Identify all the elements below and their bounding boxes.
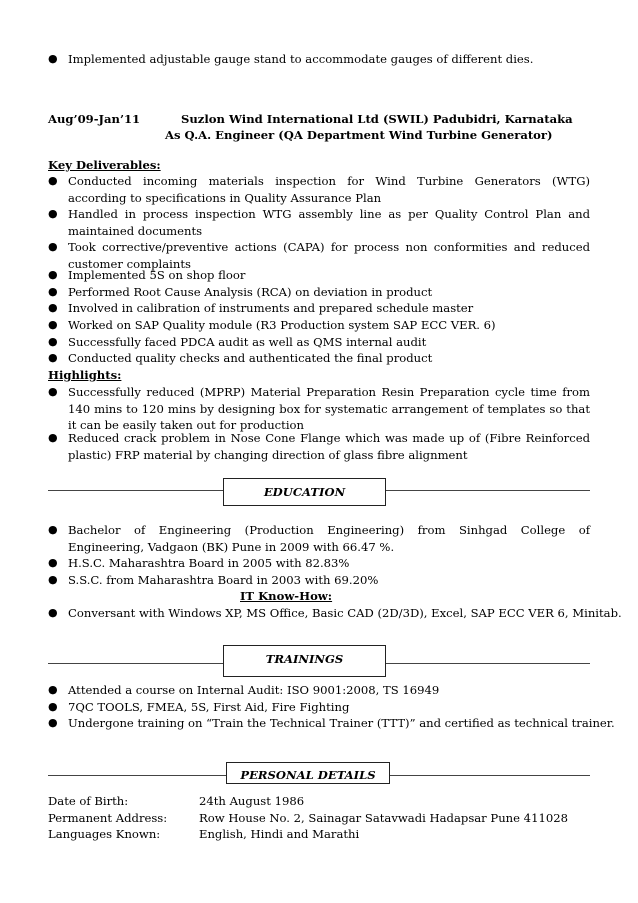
divider bbox=[385, 663, 590, 664]
list-item bbox=[48, 51, 590, 68]
list-item: ● Conducted quality checks and authenticated the final product bbox=[48, 351, 433, 365]
divider bbox=[48, 663, 223, 664]
list-item: ● Conducted incoming materials inspection for Wind Turbine Generators (WTG) according to specifications in Quality Assurance Plan bbox=[48, 174, 590, 205]
experience-period: Aug’09-Jan’11 bbox=[48, 112, 141, 126]
bullet-icon: ● bbox=[48, 52, 58, 65]
bullet-icon: ● bbox=[48, 301, 58, 314]
bullet-icon: ● bbox=[48, 573, 58, 586]
bullet-icon: ● bbox=[48, 351, 58, 364]
bullet-icon: ● bbox=[48, 700, 58, 713]
personal-section-title: PERSONAL DETAILS bbox=[226, 762, 390, 784]
list-item: ● Conversant with Windows XP, MS Office, Basic CAD (2D/3D), Excel, SAP ECC VER 6, Minitab. bbox=[48, 606, 622, 620]
bullet-icon: ● bbox=[48, 523, 58, 536]
bullet-icon: ● bbox=[48, 268, 58, 281]
list-item: ● 7QC TOOLS, FMEA, 5S, First Aid, Fire Fighting bbox=[48, 700, 350, 714]
list-item: ● Involved in calibration of instruments and prepared schedule master bbox=[48, 301, 474, 315]
it-heading: IT Know-How: bbox=[240, 589, 333, 603]
divider bbox=[48, 490, 223, 491]
bullet-icon: ● bbox=[48, 606, 58, 619]
list-item: ● Bachelor of Engineering (Production Engineering) from Sinhgad College of Engineering, Vadgaon (BK) Pune in 2009 with 66.47 %. bbox=[48, 523, 590, 554]
list-item: ● Worked on SAP Quality module (R3 Production system SAP ECC VER. 6) bbox=[48, 318, 496, 332]
trainings-section-title: TRAININGS bbox=[223, 645, 386, 677]
list-item: ● Undergone training on “Train the Technical Trainer (TTT)” and certified as technical trainer. bbox=[48, 716, 615, 730]
list-item: ● Reduced crack problem in Nose Cone Flange which was made up of (Fibre Reinforced plastic) FRP material by changing direction of glass fibre alignment bbox=[48, 431, 590, 462]
list-item: ● Took corrective/preventive actions (CAPA) for process non conformities and reduced customer complaints bbox=[48, 240, 590, 271]
bullet-text: Implemented adjustable gauge stand to accommodate gauges of different dies. bbox=[68, 52, 534, 66]
list-item: ● Handled in process inspection WTG assembly line as per Quality Control Plan and maintained documents bbox=[48, 207, 590, 238]
bullet-icon: ● bbox=[48, 556, 58, 569]
divider bbox=[385, 490, 590, 491]
list-item: ● Successfully faced PDCA audit as well as QMS internal audit bbox=[48, 335, 427, 349]
bullet-icon: ● bbox=[48, 335, 58, 348]
list-item: ● Successfully reduced (MPRP) Material Preparation Resin Preparation cycle time from 140 mins to 120 mins by designing box for systematic arrangement of templates so that it can be easily taken out for production bbox=[48, 385, 590, 433]
resume-page: ● Implemented adjustable gauge stand to accommodate gauges of different dies. Aug’09-Jan’11 Suzlon Wind International Ltd (SWIL) Padubidri, Karnataka As Q.A. Engineer (QA Department Wind Turbine Generator) Key Deliverables: ● Conducted incoming materials inspection for Wind Turbine Generators (WTG) according to specifications in Quality Assurance Plan ● Handled in process inspection WTG assembly line as per Quality Control Plan and maintained documents ● Took corrective/preventive actions (CAPA) for process non conformities and reduced customer complaints ● Implemented 5S on shop floor ● Performed Root Cause Analysis (RCA) on deviation in product ● Involved in calibration of instruments and prepared schedule master ● Worked on SAP Quality module (R3 Production system SAP ECC VER. 6) ● Successfully faced PDCA audit as well as QMS internal audit ● Conducted quality checks and authenticated the final product Highlights: ● Successfully reduced (MPRP) Material Preparation Resin Preparation cycle time from 140 mins to 120 mins by designing box for systematic arrangement of templates so that it can be easily taken out for production ● Reduced crack problem in Nose Cone Flange which was made up of (Fibre Reinforced plastic) FRP material by changing direction of glass fibre alignment EDUCATION ● Bachelor of Engineering (Production Engineering) from Sinhgad College of Engineering, Vadgaon (BK) Pune in 2009 with 66.47 %. ● H.S.C. Maharashtra Board in 2005 with 82.83% ● S.S.C. from Maharashtra Board in 2003 with 69.20% IT Know-How: ● Conversant with Windows XP, MS Office, Basic CAD (2D/3D), Excel, SAP ECC VER 6, Minitab. TRAININGS ● Attended a course on Internal Audit: ISO 9001:2008, TS 16949 ● 7QC TOOLS, FMEA, 5S, First Aid, Fire Fighting ● Undergone training on “Train the Technical Trainer (TTT)” and certified as technical trainer. PERSONAL DETAILS Date of Birth: 24th August 1986 Permanent Address: Row House No. 2, Sainagar Satavwadi Hadapsar Pune 411028 Languages Known: English, Hindi and Marathi bbox=[48, 52, 622, 841]
company-name: Suzlon Wind International Ltd (SWIL) Padubidri, Karnataka bbox=[181, 112, 573, 126]
divider bbox=[389, 775, 590, 776]
bullet-icon: ● bbox=[48, 431, 58, 444]
list-item: ● Implemented 5S on shop floor bbox=[48, 268, 246, 282]
list-item: ● S.S.C. from Maharashtra Board in 2003 with 69.20% bbox=[48, 573, 379, 587]
bullet-icon: ● bbox=[48, 240, 58, 253]
job-role: As Q.A. Engineer (QA Department Wind Turbine Generator) bbox=[165, 128, 553, 142]
bullet-icon: ● bbox=[48, 174, 58, 187]
deliverables-heading: Key Deliverables: bbox=[48, 158, 161, 172]
list-item: ● H.S.C. Maharashtra Board in 2005 with 82.83% bbox=[48, 556, 350, 570]
bullet-icon: ● bbox=[48, 385, 58, 398]
list-item: ● Attended a course on Internal Audit: ISO 9001:2008, TS 16949 bbox=[48, 683, 440, 697]
bullet-icon: ● bbox=[48, 716, 58, 729]
divider bbox=[48, 775, 226, 776]
bullet-icon: ● bbox=[48, 318, 58, 331]
bullet-icon: ● bbox=[48, 207, 58, 220]
education-section-title: EDUCATION bbox=[223, 478, 386, 506]
highlights-heading: Highlights: bbox=[48, 368, 122, 382]
bullet-icon: ● bbox=[48, 285, 58, 298]
bullet-icon: ● bbox=[48, 683, 58, 696]
list-item: ● Performed Root Cause Analysis (RCA) on deviation in product bbox=[48, 285, 433, 299]
